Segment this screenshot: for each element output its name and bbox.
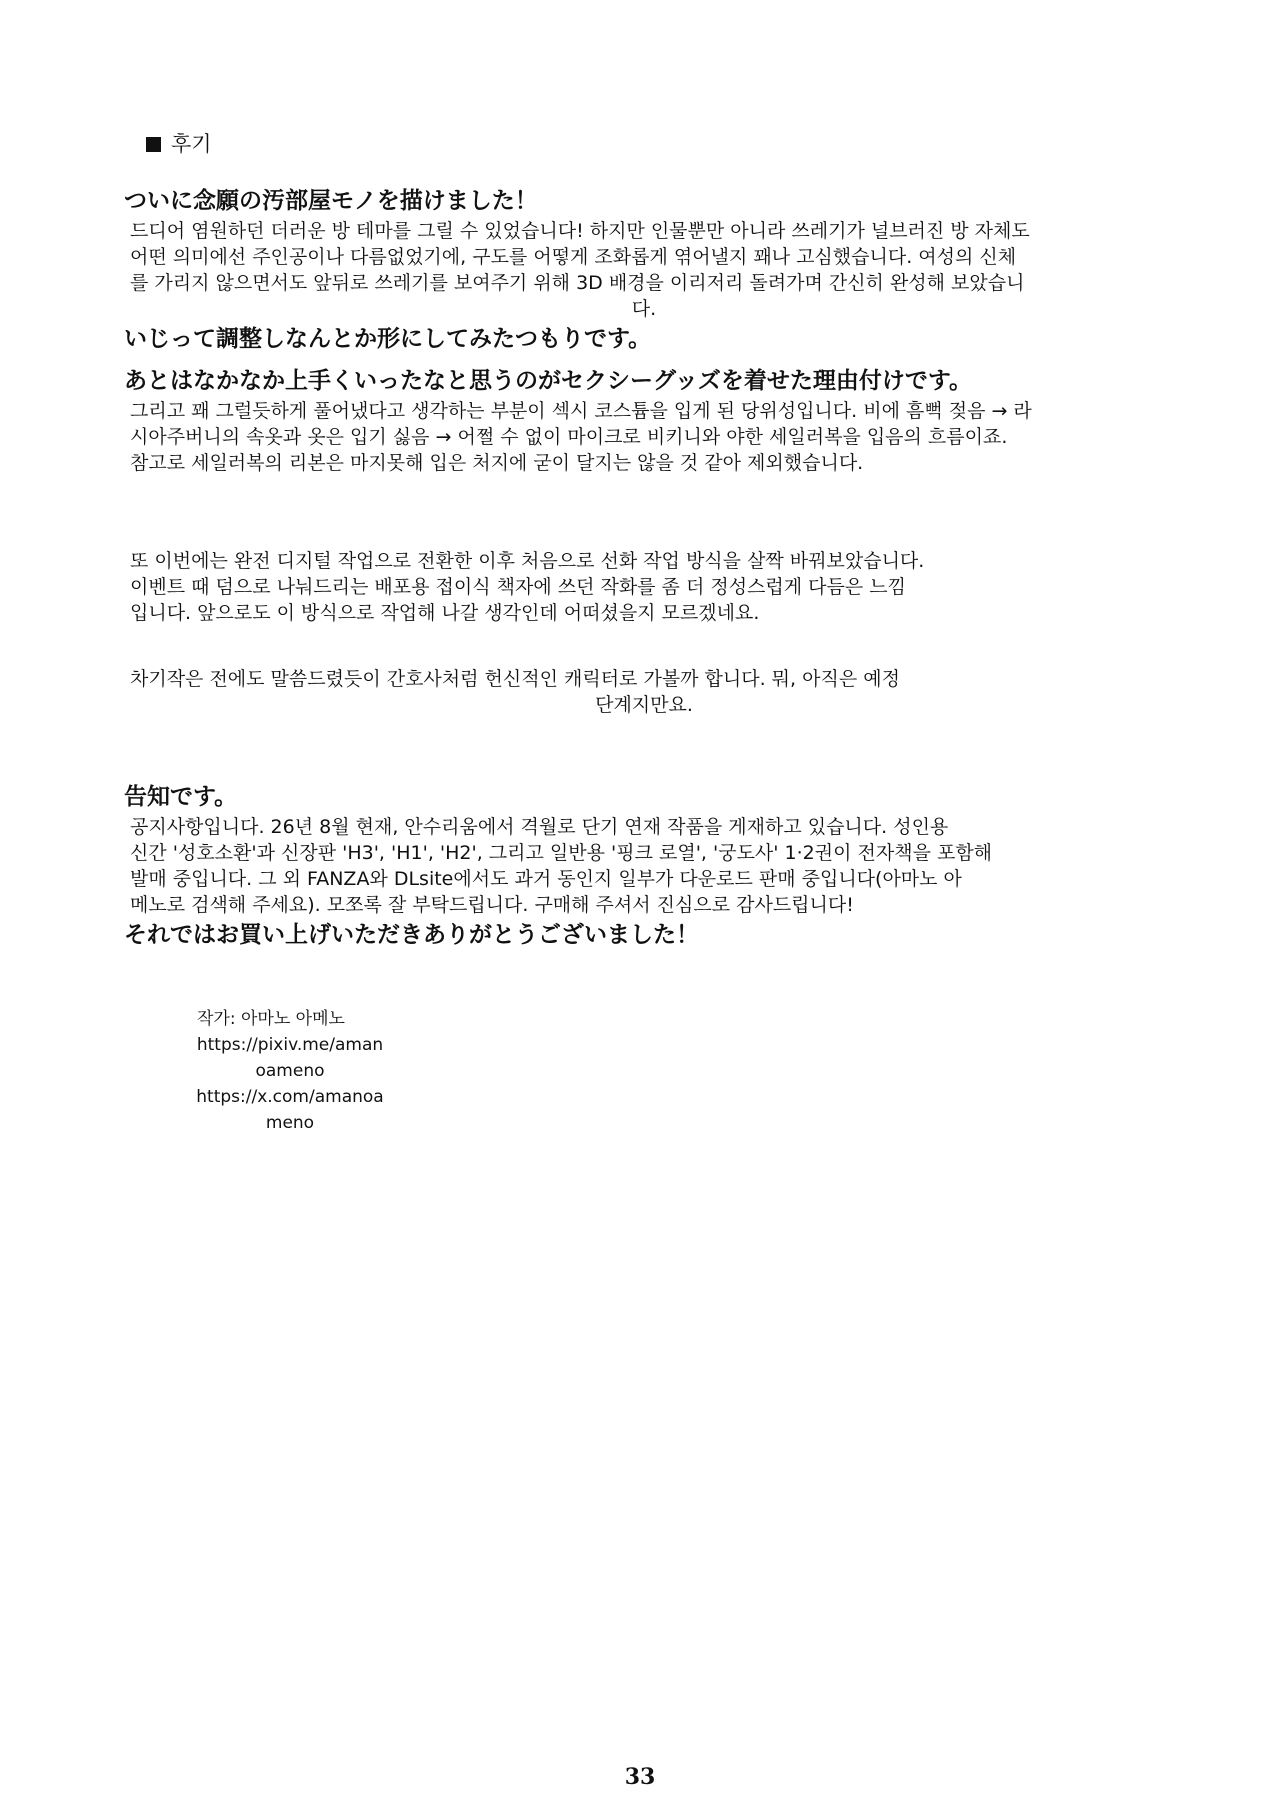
section-1-japanese-lead: ついに念願の汚部屋モノを描けました！ bbox=[124, 187, 538, 214]
page-number: 33 bbox=[624, 1764, 656, 1790]
square-bullet-icon bbox=[146, 137, 161, 152]
section-1-line-4: 다. bbox=[124, 296, 1164, 322]
section-1-japanese-tail: いじって調整しなんとか形にしてみたつもりです。 bbox=[124, 325, 652, 352]
heading-text: 후기 bbox=[171, 132, 212, 156]
author-credits bbox=[195, 1006, 385, 1136]
section-1-line-2: 어떤 의미에선 주인공이나 다름없었기에, 구도를 어떻게 조화롭게 엮어낼지 꽤나 고심했습니다. 여성의 신체 bbox=[124, 244, 1164, 270]
section-2-line-1: 그리고 꽤 그럴듯하게 풀어냈다고 생각하는 부분이 섹시 코스튬을 입게 된 당위성입니다. 비에 흠뻑 젖음 → 라 bbox=[124, 398, 1164, 424]
pixiv-link[interactable]: https://pixiv.me/amanoameno bbox=[196, 1035, 384, 1081]
section-4 bbox=[124, 666, 1164, 718]
section-3-line-1: 또 이번에는 완전 디지털 작업으로 전환한 이후 처음으로 선화 작업 방식을 살짝 바꿔보았습니다. bbox=[124, 548, 1164, 574]
section-4-line-2: 단계지만요. bbox=[124, 692, 1164, 718]
section-4-line-1: 차기작은 전에도 말씀드렸듯이 간호사처럼 헌신적인 캐릭터로 가볼까 합니다. 뭐, 아직은 예정 bbox=[124, 666, 1164, 692]
section-5-line-1: 공지사항입니다. 26년 8월 현재, 안수리움에서 격월로 단기 연재 작품을 게재하고 있습니다. 성인용 bbox=[124, 814, 1164, 840]
section-2-japanese-lead: あとはなかなか上手くいったなと思うのがセクシーグッズを着せた理由付けです。 bbox=[124, 367, 973, 394]
section-5-japanese-lead: 告知です。 bbox=[124, 783, 238, 810]
section-1 bbox=[124, 184, 1164, 356]
x-link[interactable]: https://x.com/amanoameno bbox=[196, 1087, 384, 1133]
section-5 bbox=[124, 780, 1164, 952]
afterword-heading bbox=[146, 128, 212, 158]
section-5-japanese-tail: それではお買い上げいただきありがとうございました！ bbox=[124, 921, 699, 948]
section-5-line-4: 메노로 검색해 주세요). 모쪼록 잘 부탁드립니다. 구매해 주셔서 진심으로 감사드립니다! bbox=[124, 892, 1164, 918]
section-2 bbox=[124, 364, 1164, 476]
section-3-line-2: 이벤트 때 덤으로 나눠드리는 배포용 접이식 책자에 쓰던 작화를 좀 더 정성스럽게 다듬은 느낌 bbox=[124, 574, 1164, 600]
section-3 bbox=[124, 548, 1164, 626]
section-3-line-3: 입니다. 앞으로도 이 방식으로 작업해 나갈 생각인데 어떠셨을지 모르겠네요. bbox=[124, 600, 1164, 626]
section-1-line-3: 를 가리지 않으면서도 앞뒤로 쓰레기를 보여주기 위해 3D 배경을 이리저리 돌려가며 간신히 완성해 보았습니 bbox=[124, 270, 1164, 296]
section-1-line-1: 드디어 염원하던 더러운 방 테마를 그릴 수 있었습니다! 하지만 인물뿐만 아니라 쓰레기가 널브러진 방 자체도 bbox=[124, 218, 1164, 244]
section-2-line-2: 시아주버니의 속옷과 옷은 입기 싫음 → 어쩔 수 없이 마이크로 비키니와 야한 세일러복을 입음의 흐름이죠. bbox=[124, 424, 1164, 450]
author-name: 작가: 아마노 아메노 bbox=[197, 1009, 345, 1029]
section-5-line-2: 신간 '성호소환'과 신장판 'H3', 'H1', 'H2', 그리고 일반용 '핑크 로열', '궁도사' 1·2권이 전자책을 포함해 bbox=[124, 840, 1164, 866]
section-2-line-3: 참고로 세일러복의 리본은 마지못해 입은 처지에 굳이 달지는 않을 것 같아 제외했습니다. bbox=[124, 450, 1164, 476]
section-5-line-3: 발매 중입니다. 그 외 FANZA와 DLsite에서도 과거 동인지 일부가 다운로드 판매 중입니다(아마노 아 bbox=[124, 866, 1164, 892]
